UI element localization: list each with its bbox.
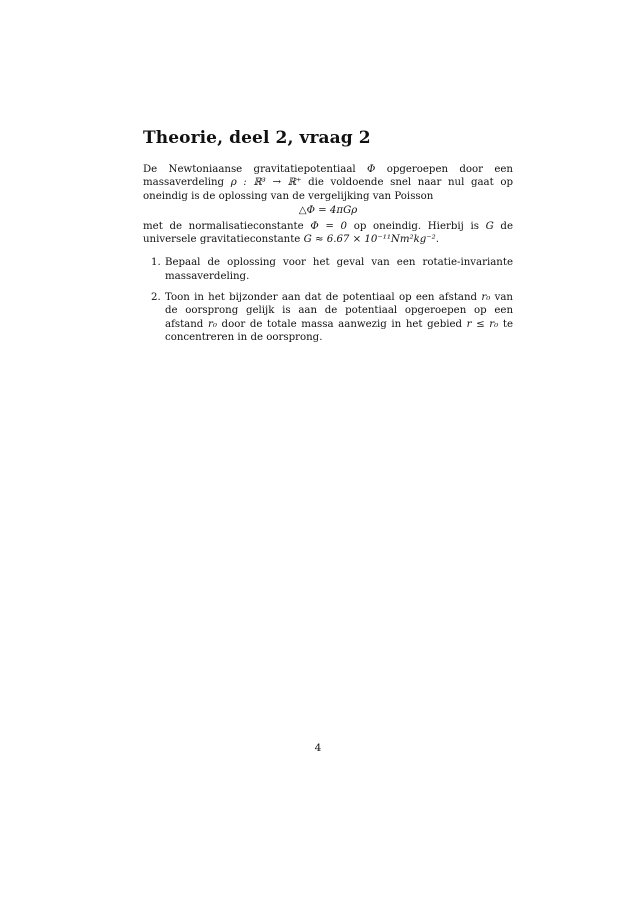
normalization-paragraph: met de normalisatieconstante Φ = 0 op oneindig. Hierbij is G de universele gravitatieconstante G ≈ 6.67 × 10⁻¹¹Nm²kg⁻². — [143, 220, 513, 246]
section-title: Theorie, deel 2, vraag 2 — [143, 128, 371, 148]
page-number: 4 — [314, 742, 322, 754]
list-item — [143, 256, 513, 283]
poisson-equation: △Φ = 4πGρ — [298, 204, 358, 216]
r0-symbol: r₀ — [207, 318, 217, 330]
phi-symbol: Φ — [367, 164, 376, 175]
question-list — [143, 256, 513, 344]
list-item-text: Bepaal de oplossing voor het geval van een rotatie-invariante massaverdeling. — [165, 257, 513, 282]
rho-mapping: ρ : ℝ³ → ℝ⁺ — [230, 177, 302, 189]
intro-paragraph: De Newtoniaanse gravitatiepotentiaal Φ opgeroepen door een massaverdeling ρ : ℝ³ → ℝ⁺ die voldoende snel naar nul gaat op oneindig is de oplossing van de vergelijking van Poisson — [143, 164, 513, 202]
r0-symbol: r₀ — [481, 292, 491, 304]
list-item-number: 2. — [151, 292, 161, 304]
list-item-number: 1. — [151, 257, 161, 269]
region-condition: r ≤ r₀ — [466, 318, 499, 330]
gravitational-constant-symbol: G — [485, 220, 494, 232]
page-content — [143, 128, 513, 352]
list-item: 2. Toon in het bijzonder aan dat de potentiaal op een afstand r₀ van de oorsprong gelijk is aan de potentiaal opgeroepen op een afstand r₀ door de totale massa aanwezig in het gebied r ≤ r₀ te concentreren in de oorsprong. — [151, 292, 513, 343]
gravitational-constant-value: G ≈ 6.67 × 10⁻¹¹Nm²kg⁻² — [303, 234, 436, 246]
normalization-condition: Φ = 0 — [310, 220, 348, 232]
